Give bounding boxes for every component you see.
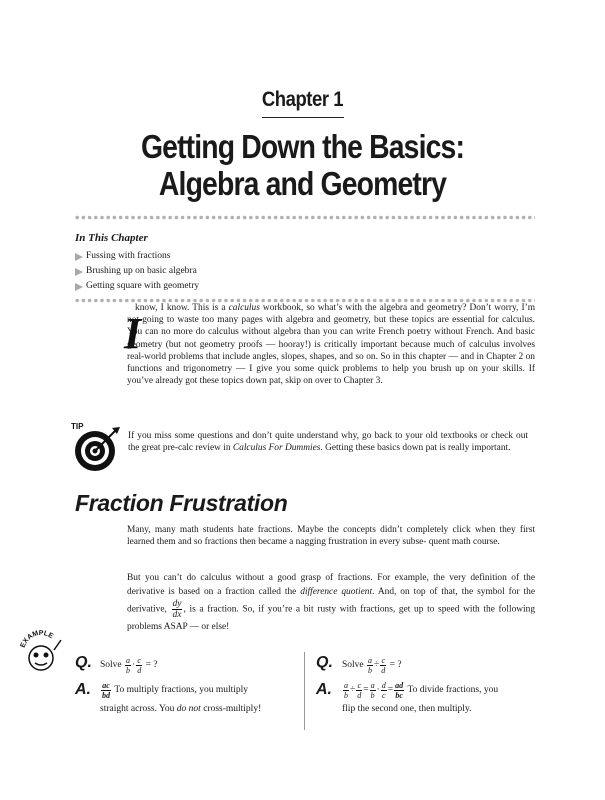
equals-sign: = xyxy=(387,685,394,695)
intro-text-b: workbook, so what’s with the algebra and geometry? Don’t worry, I’m not going to waste too many pages with algebra and geometry, but these topics are essential for calculus. You can no more do calculus without algebra than you can write French poetry without French. And basic geometry (but not geometry proofs — hooray!) is critically important because much of calculus involves real-world problems that include angles, slopes, shapes, and so on. So in this chapter — and in Chapter 2 on functions and trigonometry — I give you some quick problems to help you brush up on your skills. If you’ve already got these topics down pat, skip on over to Chapter 3. xyxy=(127,303,535,387)
list-item-text: Fussing with fractions xyxy=(86,251,171,261)
example-label: EXAMPLE xyxy=(19,629,55,649)
fraction-numerator: c xyxy=(381,656,386,665)
bullet-arrow-icon xyxy=(75,253,83,261)
drop-cap: I xyxy=(124,309,142,358)
answer-letter: A. xyxy=(316,681,332,698)
bullet-arrow-icon xyxy=(75,283,83,291)
example-icon xyxy=(18,628,64,679)
p2-text-b: . And, on top of that, the symbol for the derivative, xyxy=(127,587,536,615)
fraction xyxy=(381,681,387,700)
answer-fraction xyxy=(394,681,404,700)
intro-text-a: know, I know. This is a xyxy=(135,303,229,313)
fraction-denominator: d xyxy=(357,691,362,700)
fraction-denominator: d xyxy=(381,666,386,675)
tip-icon xyxy=(68,419,124,480)
right-question-text xyxy=(342,656,402,675)
fraction xyxy=(380,656,386,675)
fraction xyxy=(356,681,362,700)
operator: ÷ xyxy=(374,660,380,670)
fraction-denominator: c xyxy=(381,691,386,700)
question-letter: Q. xyxy=(75,654,92,671)
p2-italic: difference quotient xyxy=(300,587,373,597)
divide-operator: ÷ xyxy=(350,685,356,695)
fraction-numerator: c xyxy=(137,656,141,665)
fraction xyxy=(125,656,131,675)
tip-paragraph xyxy=(128,430,528,454)
tip-label: TIP xyxy=(71,422,84,431)
right-answer xyxy=(316,681,332,699)
chapter-underline xyxy=(262,117,344,118)
equals-question: = ? xyxy=(145,660,158,670)
chapter-topics-list xyxy=(75,249,199,294)
fraction-numerator: ac xyxy=(102,681,110,690)
section-heading: Fraction Frustration xyxy=(75,490,288,516)
fraction-denominator: bd xyxy=(102,691,110,700)
list-item-text: Getting square with geometry xyxy=(86,281,200,291)
section-paragraph-1: Many, many math students hate fractions. Maybe the concepts didn’t completely click when they first learned them and so fractions then became a nagging frustration in every subse- quent math course. xyxy=(127,525,535,548)
answer-letter: A. xyxy=(75,681,91,698)
question-label: Solve xyxy=(100,660,122,670)
tip-book-title: Calculus For Dummies xyxy=(232,443,321,454)
section-paragraph-2 xyxy=(127,571,535,634)
right-answer-text xyxy=(342,681,542,716)
left-question-text xyxy=(100,656,158,675)
answer-text-line-1: To multiply fractions, you multiply xyxy=(114,685,249,695)
bullet-arrow-icon xyxy=(75,268,83,276)
fraction-numerator: dy xyxy=(172,599,182,609)
list-item xyxy=(75,249,199,264)
dotted-rule-top-graphic xyxy=(75,215,535,220)
fraction-denominator: dx xyxy=(172,610,182,620)
fraction-denominator: b xyxy=(126,666,131,675)
multiply-operator: · xyxy=(376,685,380,695)
tip-text-a: If you miss some questions and don’t quite understand why, go back to your old textbooks or check out the great pre-calc review in xyxy=(128,431,528,454)
question-letter: Q. xyxy=(316,654,333,671)
answer-text-line-2 xyxy=(100,703,300,716)
answer-text-a: straight across. You xyxy=(100,704,177,714)
equals-sign: = xyxy=(363,685,369,695)
fraction-numerator: a xyxy=(370,681,375,690)
list-item xyxy=(75,264,199,279)
derivative-fraction xyxy=(172,599,183,620)
right-question xyxy=(316,654,333,672)
chapter-title xyxy=(42,128,562,202)
fraction-denominator: b xyxy=(368,666,373,675)
left-question xyxy=(75,654,92,672)
dotted-rule-top xyxy=(75,215,535,220)
p2-text-a: But you can’t do calculus without a good grasp of fractions. For example, the very definition of the derivative is based on a fraction called the xyxy=(127,573,535,597)
fraction xyxy=(343,681,349,700)
intro-paragraph xyxy=(127,302,535,387)
intro-italic: calculus xyxy=(228,303,260,313)
fraction xyxy=(367,656,373,675)
fraction xyxy=(136,656,142,675)
left-answer-text xyxy=(100,681,300,716)
left-answer xyxy=(75,681,91,699)
in-this-chapter-heading: In This Chapter xyxy=(75,232,148,244)
fraction-numerator: c xyxy=(357,681,361,690)
chapter-title-line-1: Getting Down the Basics: xyxy=(140,128,465,165)
fraction-denominator: d xyxy=(137,666,142,675)
answer-text-line-1: To divide fractions, you xyxy=(407,685,499,695)
answer-text-line-2: flip the second one, then multiply. xyxy=(342,704,472,714)
fraction xyxy=(370,681,376,700)
operator: · xyxy=(132,660,136,670)
p2-text-c: , is a fraction. So, if you’re a bit rusty with fractions, get up to speed with the following problems ASAP — or else! xyxy=(127,604,536,632)
tip-text-b: . Getting these basics down pat is really important. xyxy=(320,443,511,454)
fraction-numerator: a xyxy=(126,656,131,665)
equals-question: = ? xyxy=(389,660,402,670)
fraction-denominator: b xyxy=(370,691,375,700)
fraction-numerator: d xyxy=(381,681,386,690)
question-label: Solve xyxy=(342,660,364,670)
fraction-denominator: b xyxy=(344,691,348,700)
answer-italic: do not xyxy=(176,704,201,714)
list-item xyxy=(75,279,199,294)
fraction-numerator: a xyxy=(368,656,373,665)
answer-fraction xyxy=(101,681,111,700)
answer-text-b: cross-multiply! xyxy=(200,704,262,714)
fraction-numerator: ad xyxy=(395,681,404,690)
column-divider xyxy=(304,652,305,730)
chapter-title-line-2: Algebra and Geometry xyxy=(158,165,447,202)
fraction-numerator: a xyxy=(344,681,348,690)
list-item-text: Brushing up on basic algebra xyxy=(86,266,197,276)
chapter-label: Chapter 1 xyxy=(261,88,344,111)
fraction-denominator: bc xyxy=(395,691,403,700)
